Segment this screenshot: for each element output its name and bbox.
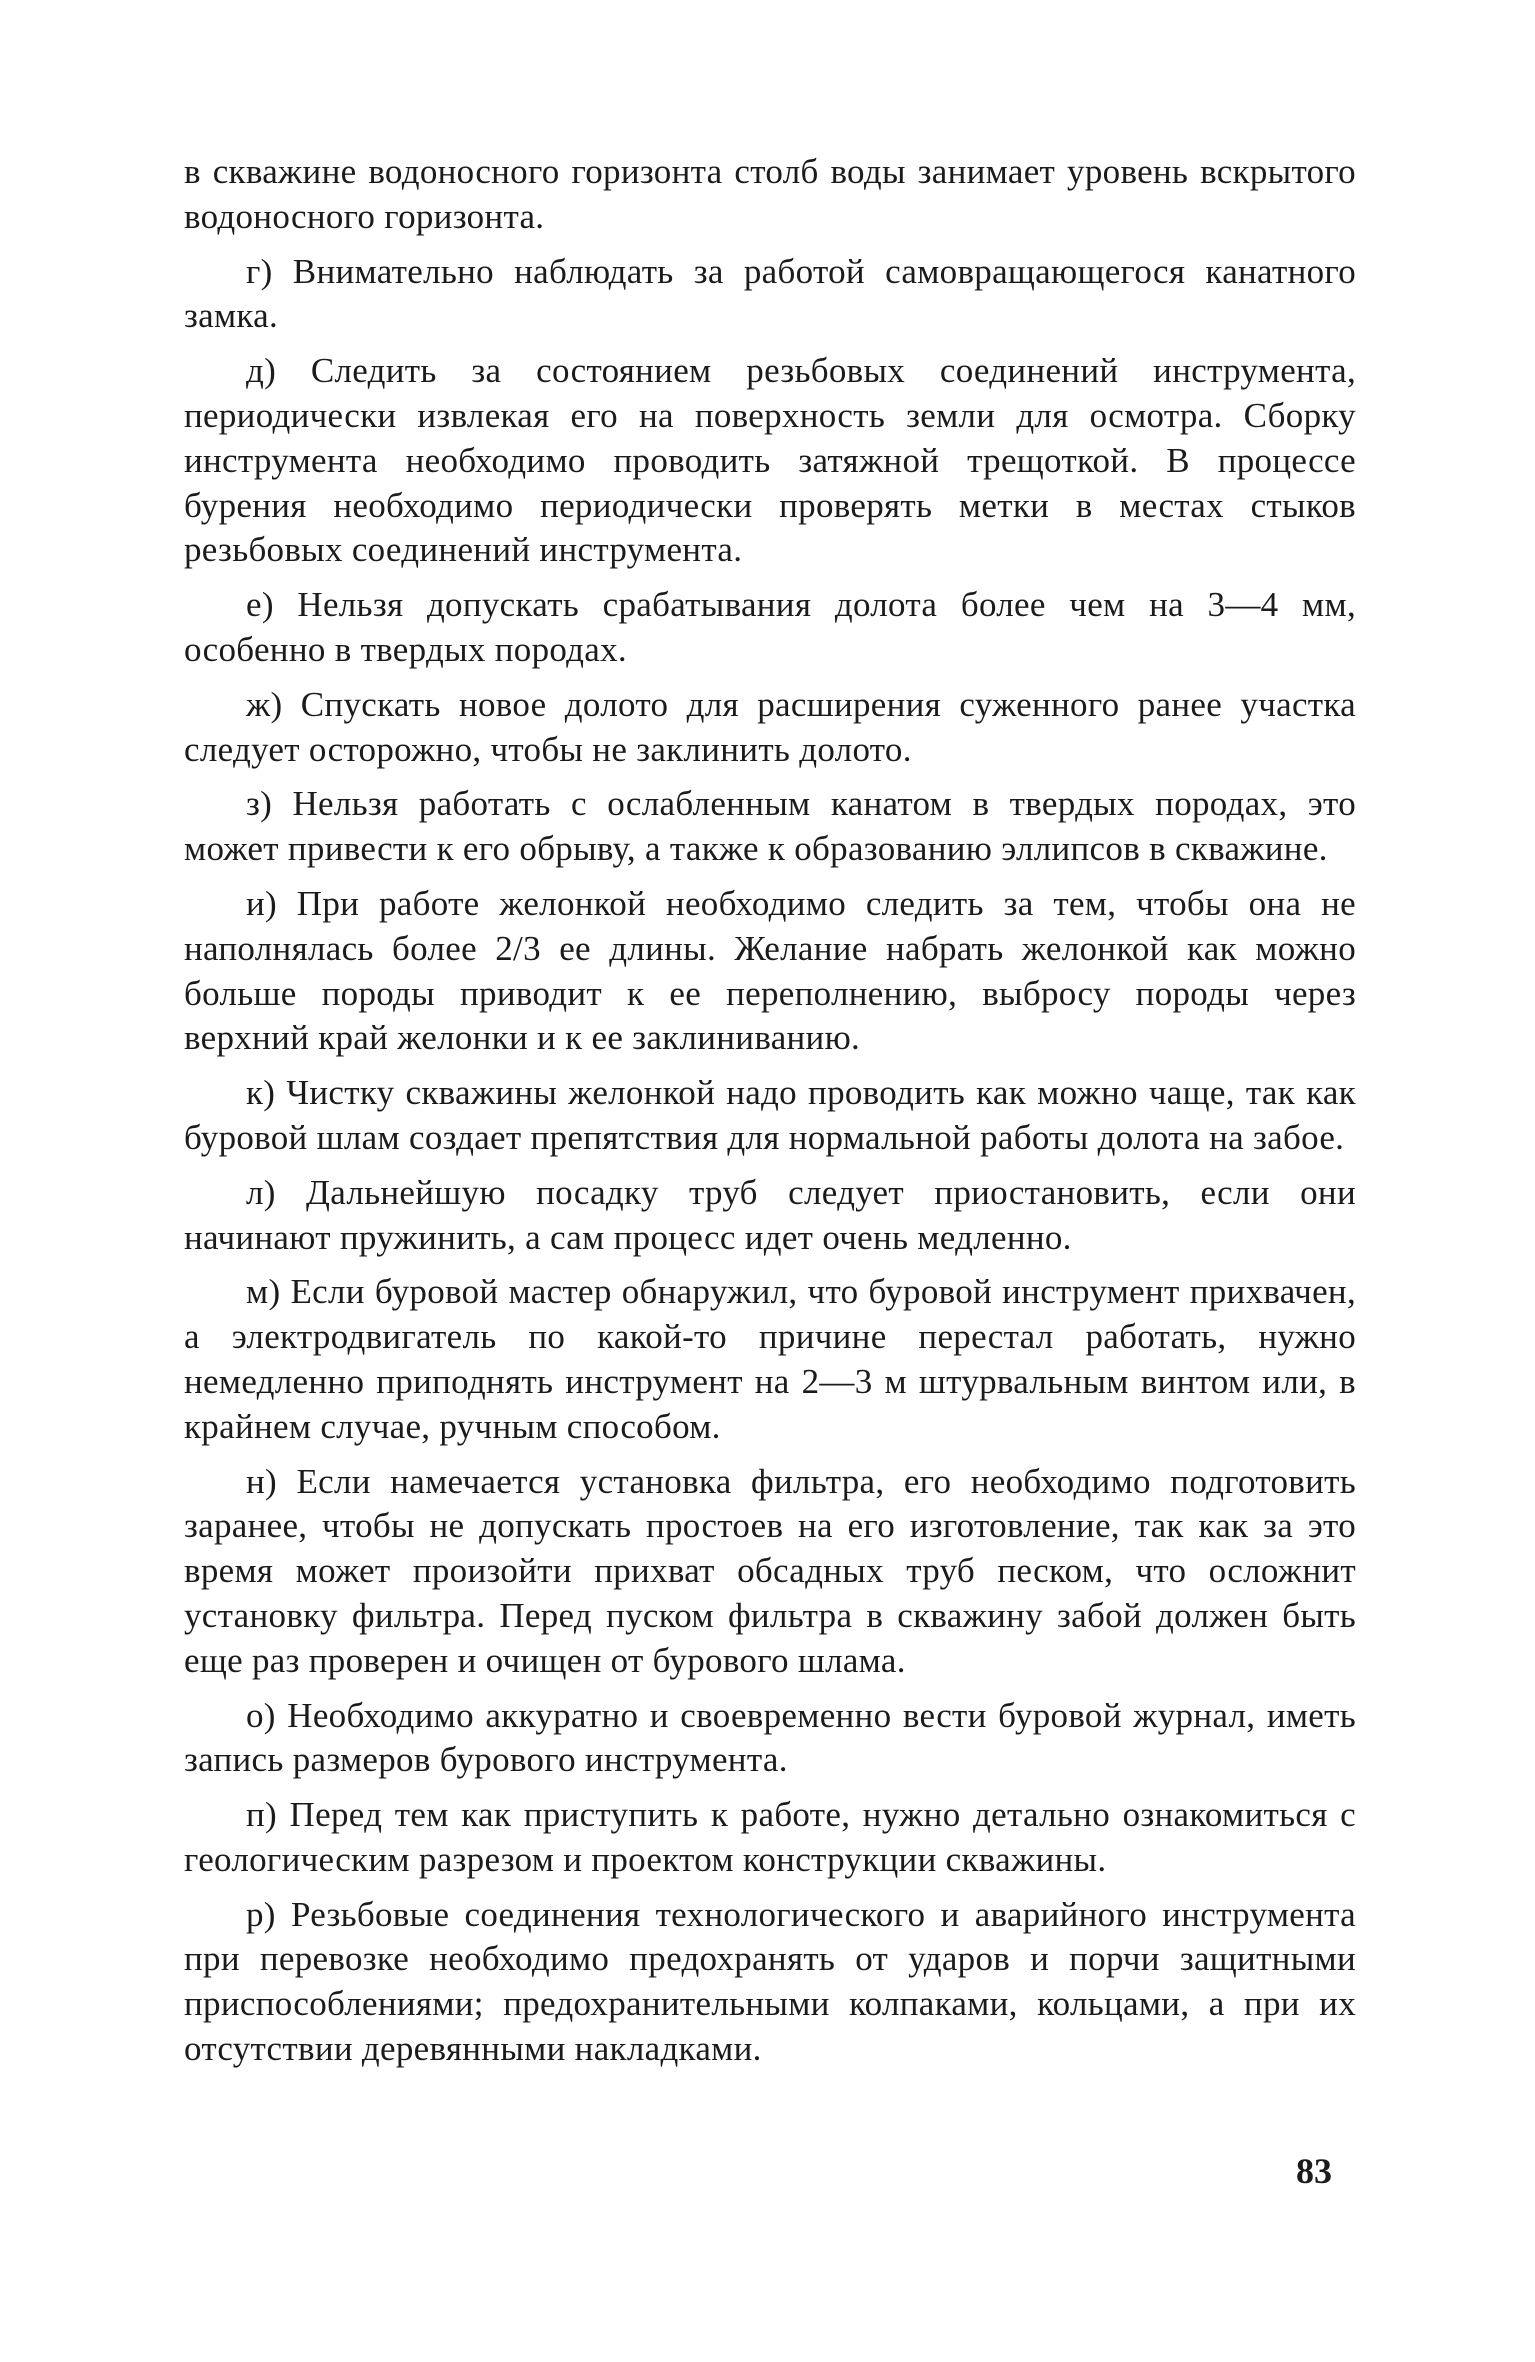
- paragraph-item-o: о) Необходимо аккуратно и своевременно вести буровой журнал, иметь запись размеров бурового инструмента.: [184, 1695, 1356, 1780]
- paragraph-item-n: н) Если намечается установка фильтра, его необходимо подготовить заранее, чтобы не допускать простоев на его изготовление, так как за это время может произойти прихват обсадных труб песком, что осложнит установку фильтра. Перед пуском фильтра в скважину забой должен быть еще раз проверен и очищен от бурового шлама.: [184, 1461, 1356, 1680]
- body-text: [184, 150, 1356, 2082]
- paragraph-item-z: з) Нельзя работать с ослабленным канатом в твердых породах, это может привести к его обрыву, а также к образованию эллипсов в скважине.: [184, 784, 1356, 869]
- paragraph-item-k: к) Чистку скважины желонкой надо проводить как можно чаще, так как буровой шлам создает препятствия для нормальной работы долота на забое.: [184, 1073, 1356, 1157]
- paragraph-continuation: в скважине водоносного горизонта столб воды занимает уровень вскрытого водоносного горизонта.: [184, 152, 1356, 236]
- paragraph-item-r: р) Резьбовые соединения технологического и аварийного инструмента при перевозке необходимо предохранять от ударов и порчи защитными приспособлениями; предохранительными колпаками, кольцами, а при их отсутствии деревянными накладками.: [184, 1894, 1356, 2069]
- paragraph-item-g: г) Внимательно наблюдать за работой самовращающегося канатного замка.: [184, 251, 1356, 336]
- paragraph-item-d: д) Следить за состоянием резьбовых соединений инструмента, периодически извлекая его на поверхность земли для осмотра. Сборку инструмента необходимо проводить затяжной трещоткой. В процессе бурения необходимо периодически проверять метки в местах стыков резьбовых соединений инструмента.: [184, 351, 1356, 570]
- paragraph-item-zh: ж) Спускать новое долото для расширения суженного ранее участка следует осторожно, чтобы не заклинить долото.: [184, 684, 1356, 769]
- paragraph-item-l: л) Дальнейшую посадку труб следует приостановить, если они начинают пружинить, а сам процесс идет очень медленно.: [184, 1172, 1356, 1257]
- paragraph-item-i: и) При работе желонкой необходимо следить за тем, чтобы она не наполнялась более 2/3 ее длины. Желание набрать желонкой как можно больше породы приводит к ее переполнению, выбросу породы через верхний край желонки и к ее заклиниванию.: [184, 883, 1356, 1058]
- paragraph-item-m: м) Если буровой мастер обнаружил, что буровой инструмент прихвачен, а электродвигатель по какой-то причине перестал работать, нужно немедленно приподнять инструмент на 2—3 м штурвальным винтом или, в крайнем случае, ручным способом.: [184, 1272, 1356, 1446]
- paragraph-item-p: п) Перед тем как приступить к работе, нужно детально ознакомиться с геологическим разрезом и проектом конструкции скважины.: [184, 1795, 1356, 1879]
- paragraph-item-e: е) Нельзя допускать срабатывания долота более чем на 3—4 мм, особенно в твердых породах.: [184, 585, 1356, 669]
- page-number: 83: [1296, 2151, 1332, 2191]
